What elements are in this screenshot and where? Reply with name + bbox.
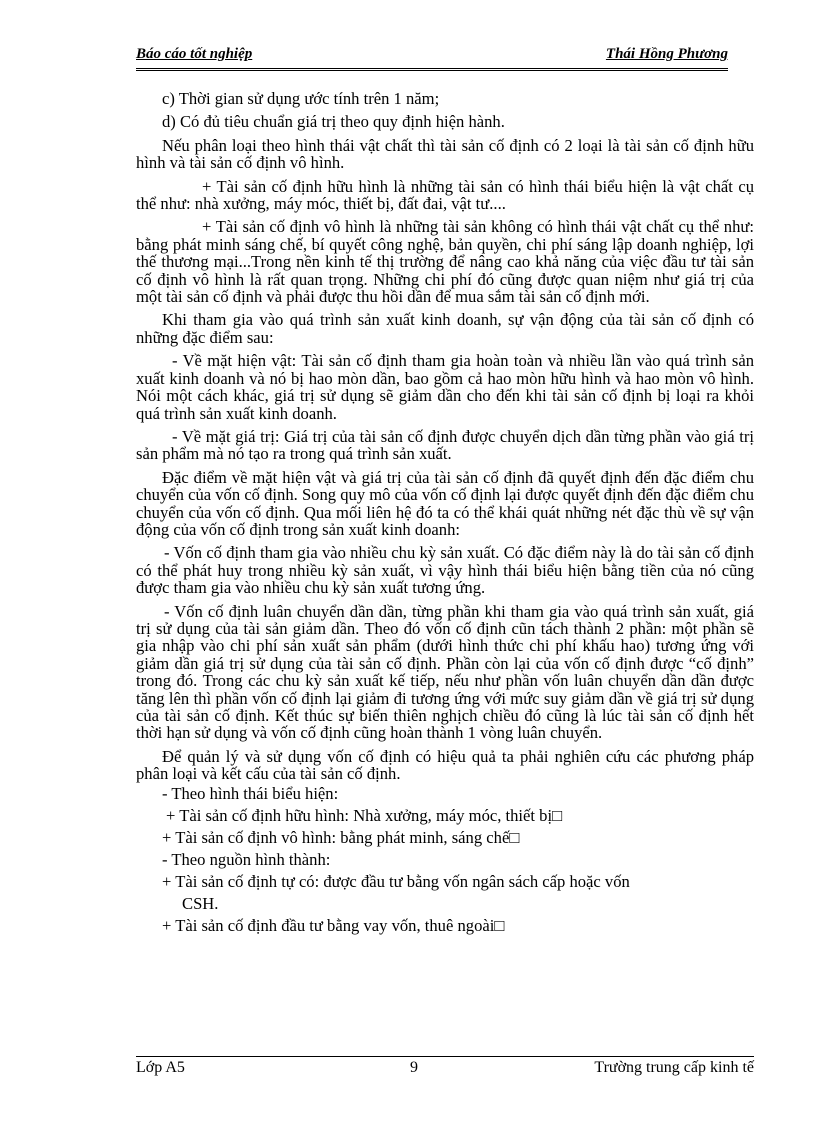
paragraph: Khi tham gia vào quá trình sản xuất kinh doanh, sự vận động của tài sản cố định có những đặc điểm sau: xyxy=(136,310,754,347)
paragraph: d) Có đủ tiêu chuẩn giá trị theo quy định hiện hành. xyxy=(162,112,505,132)
paragraph: Nếu phân loại theo hình thái vật chất thì tài sản cố định có 2 loại là tài sản cố định hữu hình và tài sản cố định vô hình. xyxy=(136,135,754,173)
paragraph: - Về mặt giá trị: Giá trị của tài sản cố định được chuyển dịch dần từng phần vào giá trị sản phẩm mà nó tạo ra trong quá trình sản xuất. xyxy=(136,426,754,464)
paragraph: + Tài sản cố định vô hình là những tài sản không có hình thái vật chất cụ thể như: bằng phát minh sáng chế, bí quyết công nghệ, bản quyền, chi phí sáng lập doanh nghiệp, lợi thế thương mại...Trong nền kinh tế thị trường để nâng cao khả năng của việc đầu tư tài sản cố định vô hình là rất quan trọng. Những chi phí đó cũng được quan niệm như giá trị của một tài sản cố định và phải được thu hồi dần để mua sắm tài sản cố định mới. xyxy=(136,217,754,307)
page-number: 9 xyxy=(410,1059,418,1076)
list-item: - Theo hình thái biểu hiện: xyxy=(162,783,339,803)
paragraph: - Vốn cố định luân chuyển dần dần, từng phần khi tham gia vào quá trình sản xuất, giá trị sử dụng của tài sản giảm dần. Theo đó vốn cố định cũn tách thành 2 phần: một phần sẽ gia nhập vào chi phí sản xuất sản phẩm (dưới hình thức chi phí khấu hao) tương ứng với giảm dần giá trị sử dụng của tài sản cố định. Phần còn lại của vốn cố định được “cố định” trong đó. Trong các chu kỳ sản xuất kế tiếp, nếu như phần vốn luân chuyển dần dần được tăng lên thì phần vốn cố định lại giảm đi tương ứng với mức suy giảm dần về giá trị sử dụng của tài sản cố định. Kết thúc sự biến thiên nghịch chiều đó cũng là lúc tài sản cố định hết thời hạn sử dụng và vốn cố định cũng hoàn thành 1 vòng luân chuyển. xyxy=(136,601,754,743)
page-header xyxy=(136,44,728,71)
list-item: + Tài sản cố định vô hình: bằng phát minh, sáng chế□ xyxy=(162,827,520,847)
list-item: + Tài sản cố định đầu tư bằng vay vốn, thuê ngoài□ xyxy=(162,915,505,935)
footer-class-label: Lớp A5 xyxy=(136,1059,185,1076)
list-item: CSH. xyxy=(182,893,219,913)
list-item: + Tài sản cố định tự có: được đầu tư bằng vốn ngân sách cấp hoặc vốn xyxy=(162,871,630,891)
list-item: + Tài sản cố định hữu hình: Nhà xưởng, máy móc, thiết bị□ xyxy=(166,805,563,825)
paragraph: - Về mặt hiện vật: Tài sản cố định tham gia hoàn toàn và nhiều lần vào quá trình sản xuất kinh doanh và nó bị hao mòn dần, bao gồm cả hao mòn hữu hình và hao mòn vô hình. Nói một cách khác, giá trị sử dụng sẽ giảm dần cho đến khi tài sản cố định bị loại ra khỏi quá trình sản xuất kinh doanh. xyxy=(136,351,754,423)
classification-list xyxy=(136,783,754,937)
paragraph: - Vốn cố định tham gia vào nhiều chu kỳ sản xuất. Có đặc điểm này là do tài sản cố định có thể phát huy trong nhiều kỳ sản xuất, vì vậy hình thái biểu hiện bằng tiền của nó cũng được tham gia vào nhiều chu kỳ sản xuất tương ứng. xyxy=(136,543,754,598)
document-body xyxy=(136,90,754,937)
header-report-title: Báo cáo tốt nghiệp xyxy=(136,46,253,62)
list-item: - Theo nguồn hình thành: xyxy=(162,849,331,869)
paragraph: Đặc điểm về mặt hiện vật và giá trị của tài sản cố định đã quyết định đến đặc điểm chu chuyển của vốn cố định. Song quy mô của vốn cố định lại được quyết định đến đặc điểm chu chuyển của vốn cố định. Qua mối liên hệ đó ta có thể khái quát những nét đặc thù về sự vận động của vốn cố định trong sản xuất kinh doanh: xyxy=(136,467,754,539)
paragraph: c) Thời gian sử dụng ước tính trên 1 năm; xyxy=(162,89,440,108)
paragraph: + Tài sản cố định hữu hình là những tài sản có hình thái biểu hiện là vật chất cụ thể như: nhà xưởng, máy móc, thiết bị, đất đai, vật tư.... xyxy=(136,176,754,214)
page-footer xyxy=(136,1056,754,1077)
footer-school-name: Trường trung cấp kinh tế xyxy=(594,1059,754,1076)
header-author-name: Thái Hồng Phương xyxy=(605,46,728,62)
paragraph: Để quản lý và sử dụng vốn cố định có hiệu quả ta phải nghiên cứu các phương pháp phân loại và kết cấu của tài sản cố định. xyxy=(136,746,754,784)
